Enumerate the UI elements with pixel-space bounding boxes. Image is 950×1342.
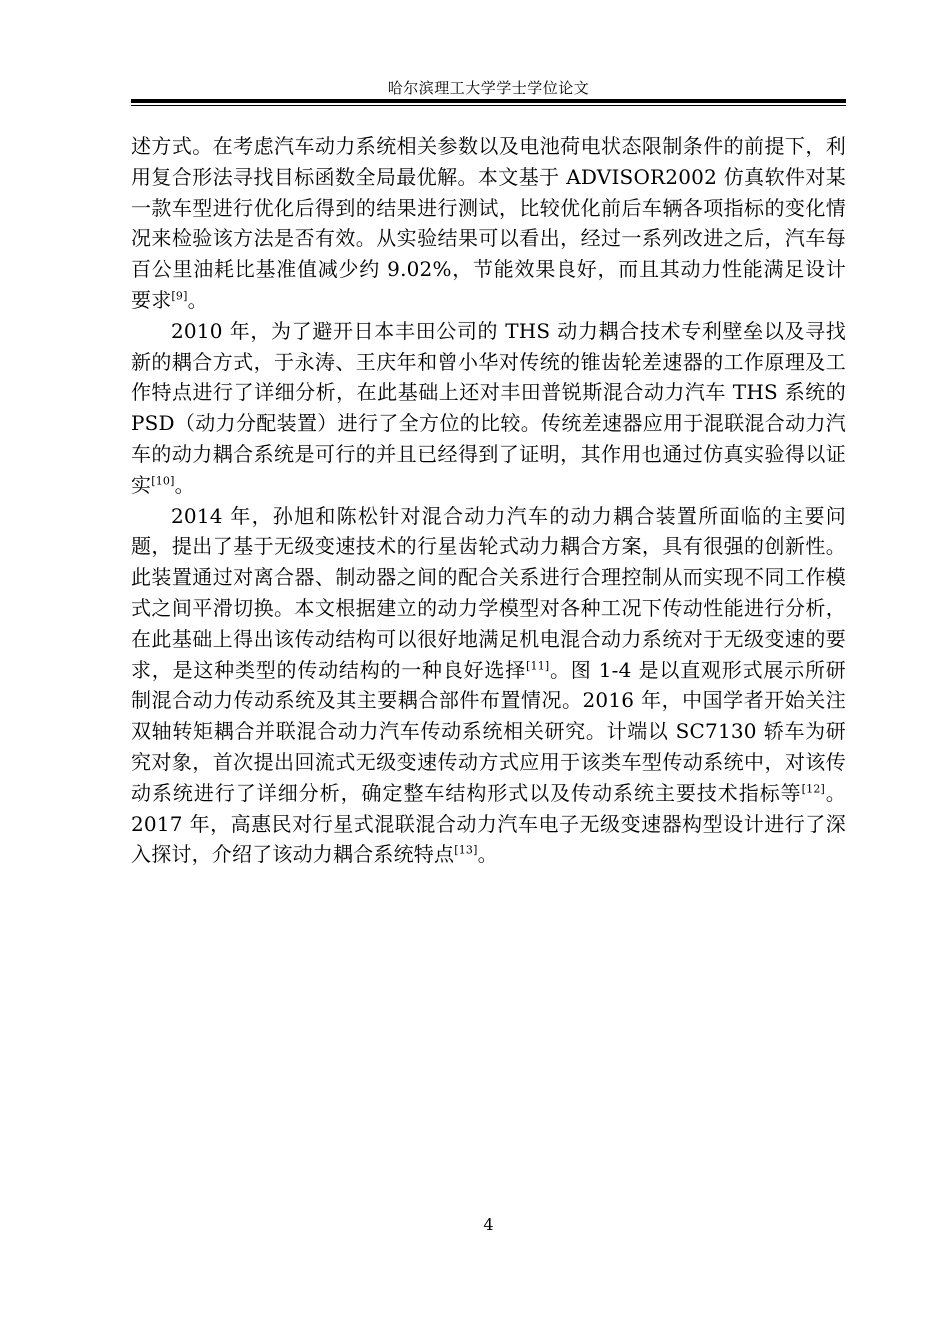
header-rule-thick <box>131 99 846 103</box>
paragraph-3-tail: 。 <box>477 842 498 867</box>
header-rule-thin <box>131 105 846 106</box>
citation-12: [12] <box>801 782 826 796</box>
citation-9: [9] <box>171 289 188 303</box>
paragraph-1-text: 述方式。在考虑汽车动力系统相关参数以及电池荷电状态限制条件的前提下，利用复合形法寻找目标函数全局最优解。本文基于 ADVISOR2002 仿真软件对某一款车型进行优化后得到的结果进行测试，比较优化前后车辆各项指标的变化情况来检验该方法是否有效。从实验结果可以看出，经过一系列改进之后，汽车每百公里油耗比基准值减少约 9.02%，节能效果良好，而且其动力性能满足设计要求 <box>131 134 846 312</box>
running-header: 哈尔滨理工大学学士学位论文 <box>387 79 590 97</box>
paragraph-1-tail: 。 <box>187 287 208 312</box>
paragraph-1 <box>131 131 846 316</box>
paragraph-3 <box>131 501 846 871</box>
paragraph-3-text-3: 。2017 年，高惠民对行星式混联混合动力汽车电子无级变速器构型设计进行了深入探讨，介绍了该动力耦合系统特点 <box>131 780 847 867</box>
citation-10: [10] <box>151 474 175 488</box>
paragraph-2-tail: 。 <box>174 472 195 497</box>
body-text <box>131 131 846 870</box>
page-number: 4 <box>483 1215 494 1234</box>
paragraph-3-text-2: 。图 1-4 是以直观形式展示所研制混合动力传动系统及其主要耦合部件布置情况。2016 年，中国学者开始关注双轴转矩耦合并联混合动力汽车传动系统相关研究。计端以 SC7130 轿车为研究对象，首次提出回流式无级变速传动方式应用于该类车型传动系统中，对该传动系统进行了详细分析，确定整车结构形式以及传动系统主要技术指标等 <box>131 657 846 805</box>
paragraph-2-text: 2010 年，为了避开日本丰田公司的 THS 动力耦合技术专利壁垒以及寻找新的耦合方式，于永涛、王庆年和曾小华对传统的锥齿轮差速器的工作原理及工作特点进行了详细分析，在此基础上还对丰田普锐斯混合动力汽车 THS 系统的 PSD（动力分配装置）进行了全方位的比较。传统差速器应用于混联混合动力汽车的动力耦合系统是可行的并且已经得到了证明，其作用也通过仿真实验得以证实 <box>131 318 846 497</box>
citation-11: [11] <box>526 658 550 672</box>
paragraph-3-text: 2014 年，孙旭和陈松针对混合动力汽车的动力耦合装置所面临的主要问题，提出了基于无级变速技术的行星齿轮式动力耦合方案，具有很强的创新性。此装置通过对离合器、制动器之间的配合关系进行合理控制从而实现不同工作模式之间平滑切换。本文根据建立的动力学模型对各种工况下传动性能进行分析，在此基础上得出该传动结构可以很好地满足机电混合动力系统对于无级变速的要求，是这种类型的传动结构的一种良好选择 <box>131 503 846 682</box>
citation-13: [13] <box>454 843 478 857</box>
paragraph-2 <box>131 316 846 501</box>
